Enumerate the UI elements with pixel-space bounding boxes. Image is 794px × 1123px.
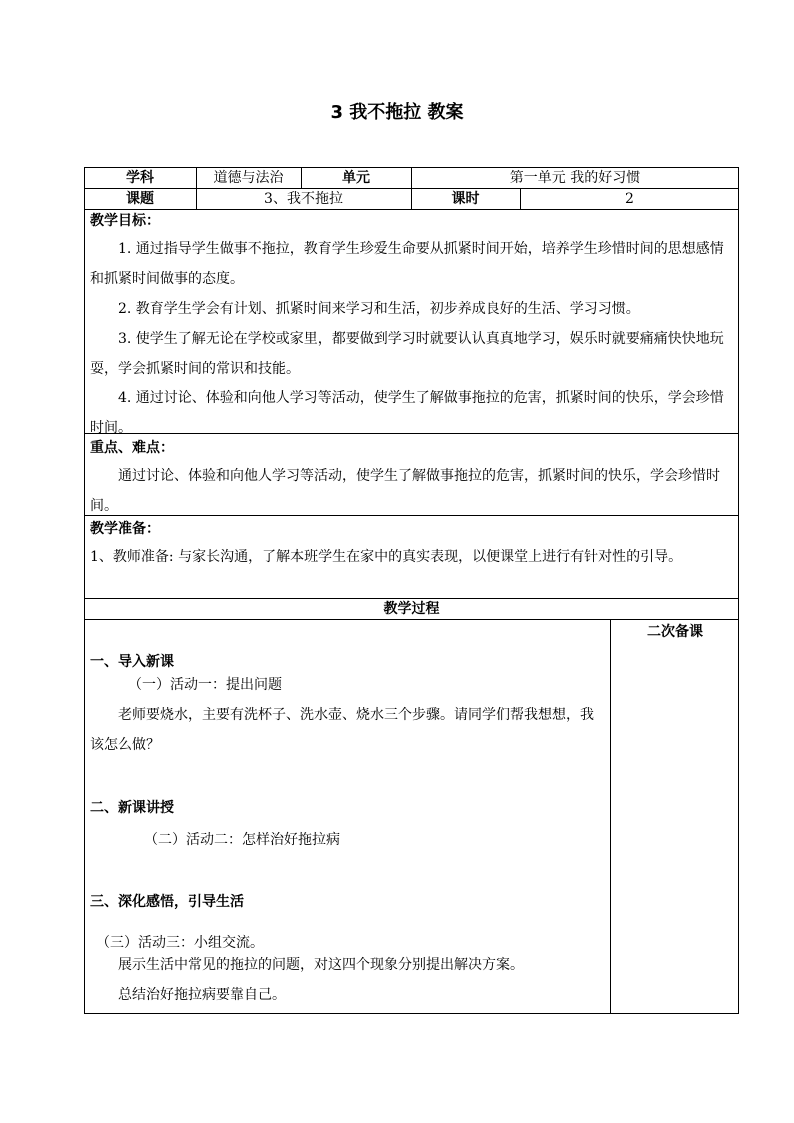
key-points-heading: 重点、难点：	[90, 440, 174, 456]
lesson-label: 课题	[126, 191, 154, 207]
activity-text: 展示生活中常见的拖拉的问题，对这四个现象分别提出解决方案。	[118, 957, 524, 973]
activity-text: 老师要烧水，主要有洗杯子、洗水壶、烧水三个步骤。请同学们帮我想想，我该怎么做？	[90, 707, 594, 753]
periods-value: 2	[625, 191, 634, 207]
preparation-heading: 教学准备：	[90, 521, 160, 537]
objective-item: 1. 通过指导学生做事不拖拉，教育学生珍爱生命要从抓紧时间开始，培养学生珍惜时间的思想感情和抓紧时间做事的态度。	[90, 241, 724, 287]
unit-value: 第一单元 我的好习惯	[509, 170, 641, 186]
activity-text: 总结治好拖拉病要靠自己。	[118, 987, 286, 1003]
activity-title: （二）活动二：怎样治好拖拉病	[144, 832, 340, 848]
row-divider	[84, 598, 739, 599]
second-prep-heading: 二次备课	[647, 624, 703, 640]
col-divider	[610, 619, 611, 1013]
table-border-left	[84, 167, 85, 1014]
lesson-plan-table	[84, 167, 739, 1014]
subject-label: 学科	[126, 170, 154, 186]
row-divider	[84, 209, 739, 210]
objectives-heading: 教学目标：	[90, 213, 160, 229]
process-heading: 教学过程	[383, 601, 440, 617]
subject-value: 道德与法治	[213, 170, 284, 186]
row-divider	[84, 619, 739, 620]
section-title: 三、深化感悟，引导生活	[90, 894, 244, 910]
section-title: 一、导入新课	[90, 654, 174, 670]
key-points-text: 通过讨论、体验和向他人学习等活动，使学生了解做事拖拉的危害，抓紧时间的快乐，学会珍惜时间。	[90, 468, 720, 514]
lesson-value: 3、我不拖拉	[264, 191, 343, 207]
objective-item: 2. 教育学生学会有计划、抓紧时间来学习和生活，初步养成良好的生活、学习习惯。	[118, 301, 640, 317]
unit-label: 单元	[342, 170, 370, 186]
preparation-text: 1、教师准备: 与家长沟通，了解本班学生在家中的真实表现，以便课堂上进行有针对性的引导。	[90, 549, 683, 565]
periods-label: 课时	[451, 191, 480, 207]
section-title: 二、新课讲授	[90, 800, 174, 816]
table-border-bottom	[84, 1013, 739, 1014]
objective-item: 4. 通过讨论、体验和向他人学习等活动，使学生了解做事拖拉的危害，抓紧时间的快乐，学会珍惜时间。	[90, 390, 724, 436]
activity-title: （三）活动三：小组交流。	[96, 935, 264, 951]
page-title: 3 我不拖拉 教案	[330, 102, 464, 123]
table-border-right	[738, 167, 739, 1014]
activity-title: （一）活动一：提出问题	[128, 677, 282, 693]
objective-item: 3. 使学生了解无论在学校或家里，都要做到学习时就要认认真真地学习，娱乐时就要痛痛快快地玩耍，学会抓紧时间的常识和技能。	[90, 331, 724, 377]
